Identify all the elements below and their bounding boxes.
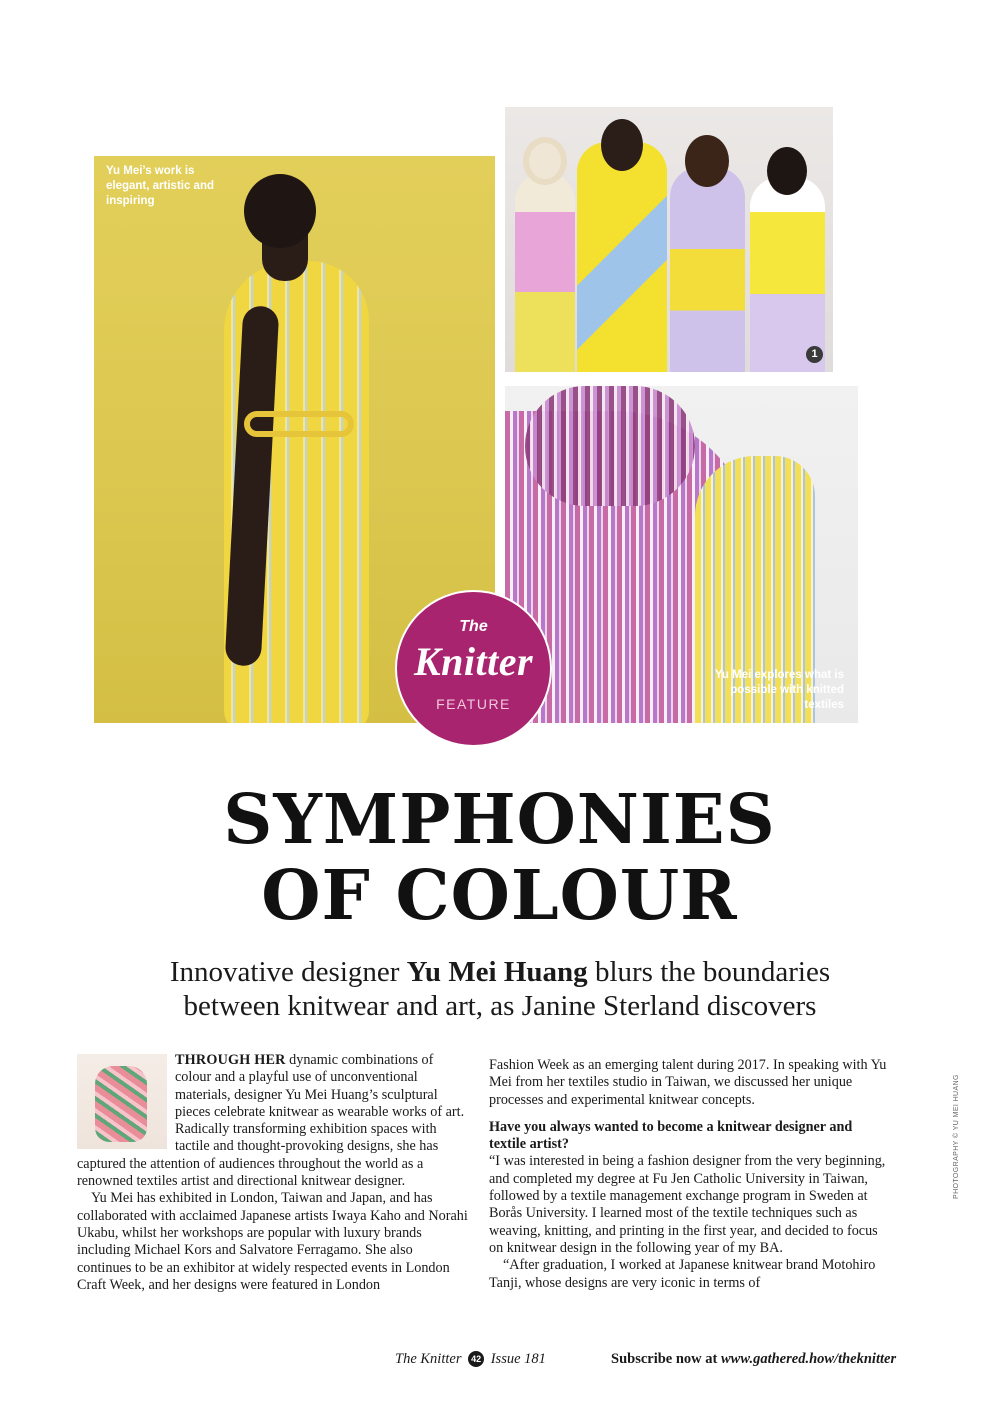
body-column-right [489,1057,889,1292]
body-column-left [77,1052,470,1294]
photo-number-badge: 1 [806,346,823,363]
badge-feature-label: FEATURE [436,696,511,712]
knit-collar [525,386,695,506]
knitted-vessel-thumbnail [77,1054,167,1149]
standfirst-name: Yu Mei Huang [406,956,588,988]
body-paragraph-4: “I was interested in being a fashion designer from the very beginning, and completed my degree at Fu Jen Catholic University in Taiwan, followed by a textile management exchange program in Sweden at Borås University. I learned most of the textile techniques such as weaving, knitting, and printing in the first year, and decided to focus on knitwear design in the following year of my BA. [489,1153,886,1256]
badge-the-text: The [459,618,488,635]
standfirst [60,955,940,1023]
page-number: 42 [468,1351,484,1367]
badge-knitter-logo: Knitter [413,639,534,684]
headline-line-2: OF COLOUR [261,856,738,936]
photo-credit: PHOTOGRAPHY © YU MEI HUANG [953,1074,960,1199]
rope-belt [244,411,354,437]
body-paragraph-3: Fashion Week as an emerging talent during 2017. In speaking with Yu Mei from her textiles studio in Taiwan, we discussed her unique processes and experimental knitwear concepts. [489,1057,887,1108]
standfirst-line-2: between knitwear and art, as Janine Sterland discovers [183,990,817,1022]
model-3-head [685,135,729,187]
lead-in: THROUGH HER [175,1052,286,1068]
striped-vessel [95,1066,147,1142]
body-paragraph-5: “After graduation, I worked at Japanese knitwear brand Motohiro Tanji, whose designs are very iconic in terms of [489,1257,876,1291]
standfirst-after: blurs the boundaries [587,956,831,988]
body-paragraph-2: Yu Mei has exhibited in London, Taiwan and Japan, and has collaborated with acclaimed Japanese artists Iwaya Kaho and Norahi Ukabu, whilst her workshops are popular with luxury brands including Michael Kors and Salvatore Ferragamo. She also continues to be an exhibitor at widely respected events in London Craft Week, and her designs were featured in London [77,1190,468,1293]
model-1-head [523,137,567,185]
group-photo [505,107,833,372]
standfirst-before: Innovative designer [169,956,407,988]
model-head [244,174,316,248]
closeup-photo-caption: Yu Mei explores what is possible with knitted textiles [714,669,844,711]
model-4-head [767,147,807,195]
model-3 [670,167,745,372]
subscribe-link[interactable]: www.gathered.how/theknitter [720,1351,897,1367]
the-knitter-feature-badge [395,590,552,747]
footer-subscribe [611,1351,896,1368]
model-2 [577,142,667,372]
footer-magazine-info [395,1351,546,1368]
model-4 [750,177,825,372]
headline-line-1: SYMPHONIES [223,780,776,860]
closeup-photo [505,386,858,723]
footer-issue: Issue 181 [490,1351,546,1367]
model-1 [515,172,575,372]
headline [0,782,999,934]
model-2-head [601,119,643,171]
subscribe-text: Subscribe now at [611,1351,721,1367]
main-photo-caption: Yu Mei’s work is elegant, artistic and inspiring [106,165,215,207]
interview-question: Have you always wanted to become a knitwear designer and textile artist? [489,1118,853,1153]
footer-magazine-name: The Knitter [395,1351,462,1367]
body-paragraph-1-text: dynamic combinations of colour and a playful use of unconventional materials, designer Yu Mei Huang’s sculptural pieces celebrate knitwear as wearable works of art. Radically transforming exhibition spaces with tactile and thought-provoking designs, she has captured the attention of audiences throughout the world as a renowned textiles artist and directional knitwear designer. [77,1052,465,1190]
